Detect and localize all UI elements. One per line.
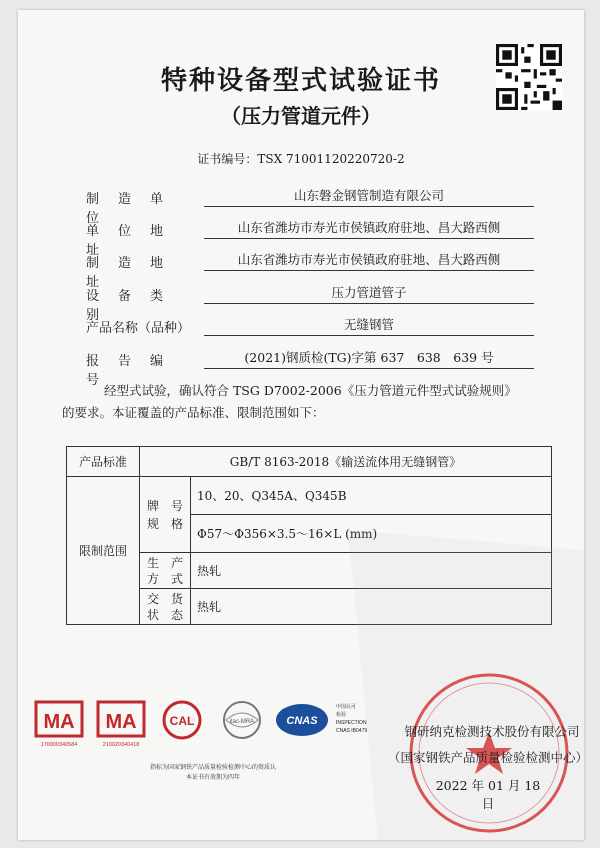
field-label-product-name xyxy=(86,317,196,336)
ilac-mra-logo-text: ilac-MRA xyxy=(229,719,255,725)
delivery-state-label-line-2: 状 态 xyxy=(146,607,183,622)
cma-logo-icon xyxy=(36,702,82,748)
cal-logo-text: CAL xyxy=(169,714,195,728)
field-value-equipment-category: 压力管道管子 xyxy=(204,283,534,304)
cma-logo-2-text: MA xyxy=(105,711,137,733)
field-label-text: 产品名称（品种） xyxy=(86,321,191,336)
cnas-note-3: INSPECTION xyxy=(336,720,367,726)
standard-label: 产品标准 xyxy=(67,447,140,477)
field-value-manufacturer: 山东磐金钢管制造有限公司 xyxy=(204,186,534,207)
field-value-manufacturing-address: 山东省潍坊市寿光市侯镇政府驻地、昌大路西侧 xyxy=(204,250,534,271)
production-method-value: 热轧 xyxy=(191,553,552,589)
conformity-statement-line-1: 经型式试验，确认符合 TSG D7002-2006《压力管道元件型式试验规则》 xyxy=(104,383,517,398)
cnas-note-2: 检验 xyxy=(336,712,347,718)
field-value-unit-address: 山东省潍坊市寿光市侯镇政府驻地、昌大路西侧 xyxy=(204,218,534,239)
issuing-organization-center: （国家钢铁产品质量检验检测中心） xyxy=(388,750,589,765)
footnote-scope: 指标为国家钢铁产品质量检验检测中心的资质认 xyxy=(149,764,276,771)
certificate-subtitle: （压力管道元件） xyxy=(221,104,381,128)
cnas-note-4: CNAS IB0479 xyxy=(336,728,368,734)
footnote-validity: 本证书有效期为四年 xyxy=(185,774,240,781)
issuing-organization: 钢研纳克检测技术股份有限公司 xyxy=(404,724,580,739)
field-label-text: 报告编号 xyxy=(86,354,183,388)
production-method-label-line-1: 生 产 xyxy=(146,555,183,570)
table-row xyxy=(67,447,552,477)
certificate-sheet xyxy=(18,10,589,840)
field-value-report-number: (2021)钢质检(TG)字第 637 638 639 号 xyxy=(204,348,534,369)
production-method-label-line-2: 方 式 xyxy=(146,571,183,586)
grade-value: 10、20、Q345A、Q345B xyxy=(191,477,552,515)
delivery-state-value: 热轧 xyxy=(191,589,552,625)
certificate-number-value: TSX 71001120220720-2 xyxy=(257,152,405,166)
table-row xyxy=(67,477,552,515)
cma-logo-2-icon xyxy=(98,702,144,748)
issue-date: 2022 年 01 月 18 日 xyxy=(435,778,541,811)
grade-label: 牌 号 xyxy=(146,498,183,513)
field-label-text: 制造地址 xyxy=(86,256,183,290)
standard-value: GB/T 8163-2018《输送流体用无缝钢管》 xyxy=(140,447,552,477)
certificate-title: 特种设备型式试验证书 xyxy=(160,66,441,96)
delivery-state-label-line-1: 交 货 xyxy=(146,591,183,606)
cma-logo-number: 170000340584 xyxy=(40,742,78,748)
accreditation-logos xyxy=(30,696,390,756)
cnas-note-1: 中国认可 xyxy=(336,704,357,710)
cal-logo-icon xyxy=(164,702,200,738)
certificate-number xyxy=(18,150,584,167)
conformity-statement-line-2: 的要求。本证覆盖的产品标准、限制范围如下： xyxy=(62,405,325,420)
ilac-mra-logo-icon xyxy=(224,702,260,738)
field-value-product-name: 无缝钢管 xyxy=(204,315,534,336)
certificate-number-label: 证书编号： xyxy=(197,152,258,166)
field-label-text: 单位地址 xyxy=(86,224,183,258)
spec-value: Φ57～Φ356×3.5～16×L (mm) xyxy=(191,515,552,553)
cnas-logo-text: CNAS xyxy=(286,715,318,727)
cnas-logo-icon xyxy=(276,704,328,736)
cma-logo-text: MA xyxy=(43,711,75,733)
scope-label: 限制范围 xyxy=(67,477,140,625)
cma-logo-2-number: 210020340418 xyxy=(102,742,140,748)
spec-label: 规 格 xyxy=(146,516,183,531)
field-label-text: 设备类别 xyxy=(86,289,183,323)
field-label-text: 制造单位 xyxy=(86,192,183,226)
